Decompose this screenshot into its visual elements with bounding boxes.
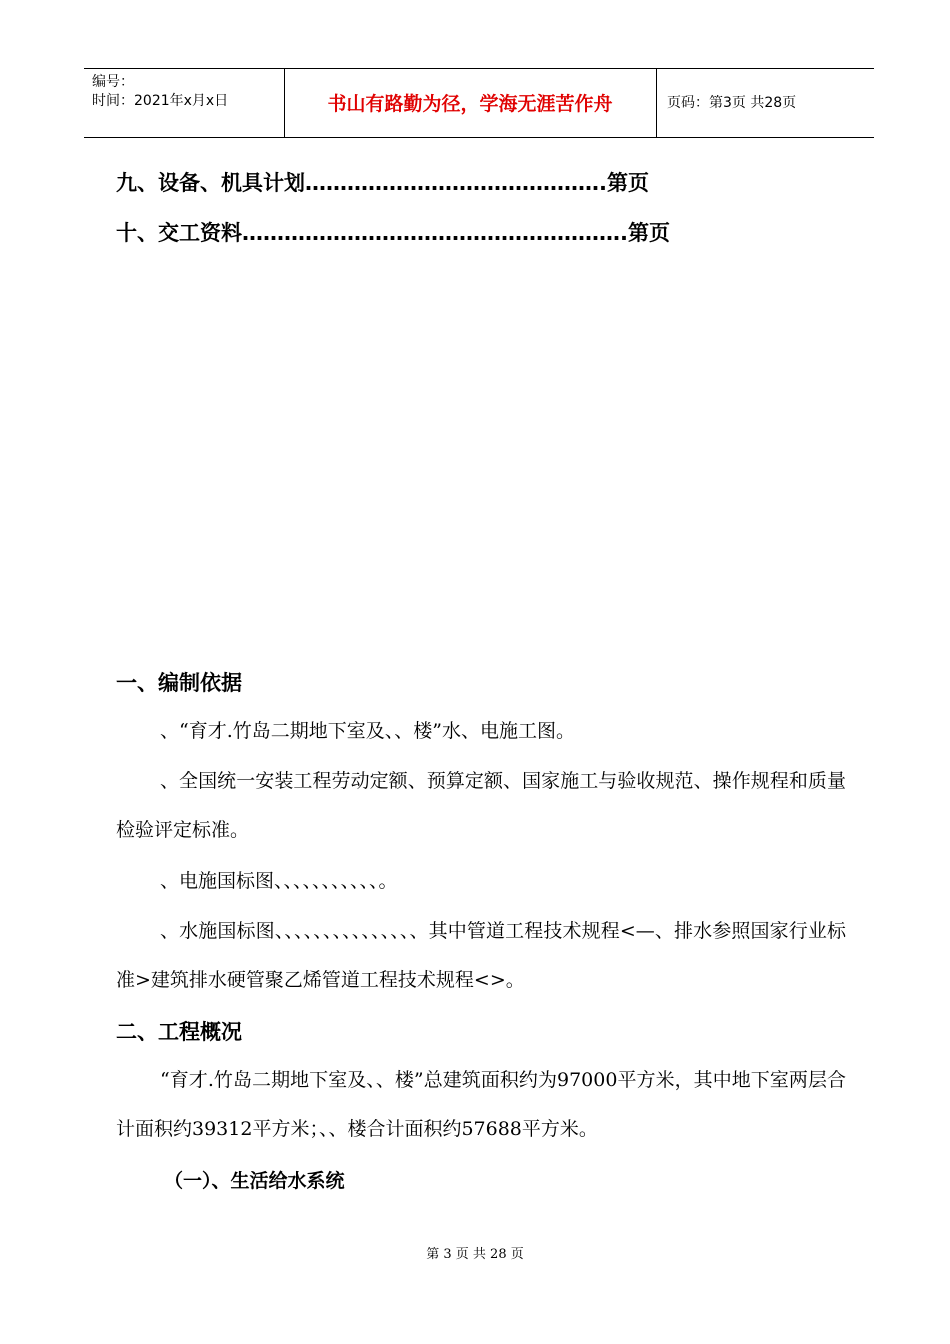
paragraph-4: 、水施国标图、、、、、、、、、、、、、、、其中管道工程技术规程<—、排水参照国家行业标准>建筑排水硬管聚乙烯管道工程技术规程<>。 xyxy=(116,920,846,991)
subsection-heading-1: （一）、生活给水系统 xyxy=(164,1170,345,1192)
number-label: 编号： xyxy=(92,74,134,90)
header-motto: 书山有路勤为径，学海无涯苦作舟 xyxy=(327,93,613,115)
time-label: 时间：2021年x月x日 xyxy=(92,93,229,109)
header-left-cell xyxy=(84,69,285,137)
paragraph-5: “育才.竹岛二期地下室及、、楼”总建筑面积约为97000平方米，其中地下室两层合计面积约39312平方米；、、楼合计面积约57688平方米。 xyxy=(116,1069,846,1140)
toc-item-10: 十、交工资料……………………………………………….第页 xyxy=(116,221,670,245)
page-header xyxy=(84,68,874,138)
header-right-cell xyxy=(657,69,874,137)
section-heading-1: 一、编制依据 xyxy=(116,671,242,695)
header-center-cell xyxy=(284,69,657,137)
toc-item-9: 九、设备、机具计划…………………………………….第页 xyxy=(116,171,649,195)
section-heading-2: 二、工程概况 xyxy=(116,1020,242,1044)
paragraph-3: 、电施国标图、、、、、、、、、、、。 xyxy=(160,870,398,892)
paragraph-2: 、全国统一安装工程劳动定额、预算定额、国家施工与验收规范、操作规程和质量检验评定标准。 xyxy=(116,770,846,841)
paragraph-1: 、“育才.竹岛二期地下室及、、楼”水、电施工图。 xyxy=(160,720,575,742)
page-footer: 第 3 页 共 28 页 xyxy=(426,1247,524,1262)
page-number-label: 页码：第3页 共28页 xyxy=(667,95,797,111)
